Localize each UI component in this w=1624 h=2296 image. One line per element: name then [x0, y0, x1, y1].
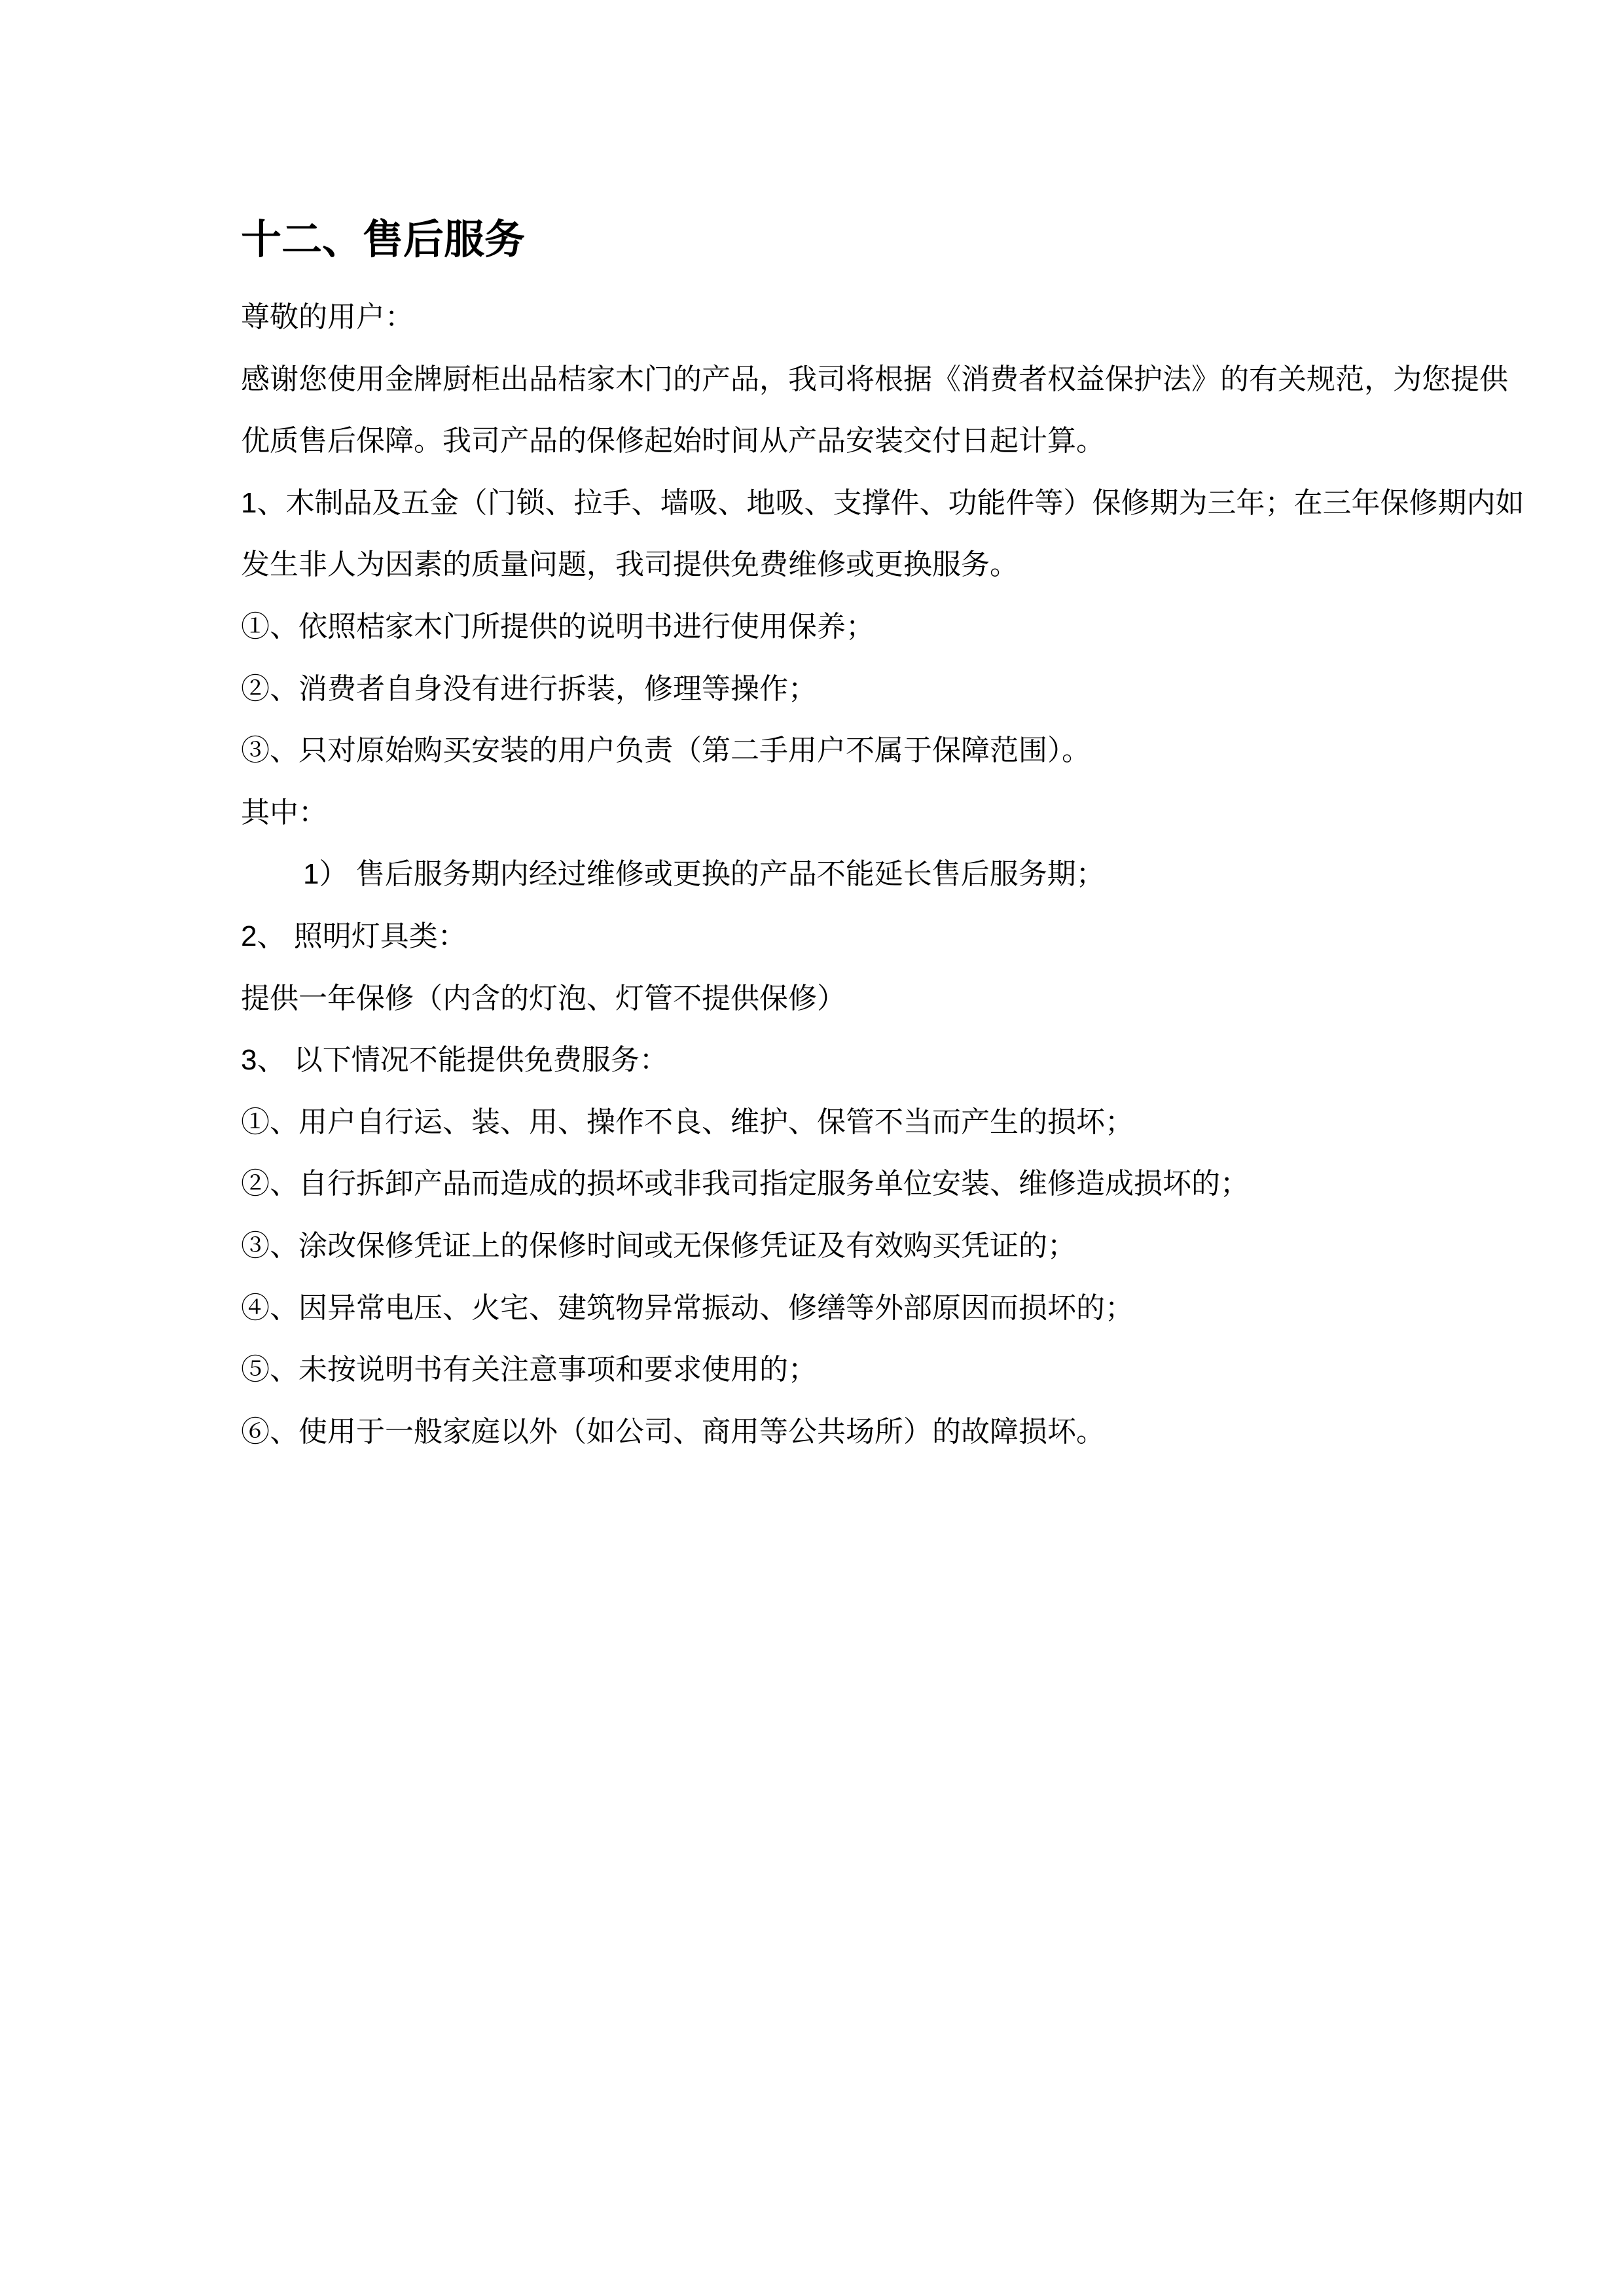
text-line: 1） 售后服务期内经过维修或更换的产品不能延长售后服务期；: [303, 858, 1105, 891]
text-line: 感谢您使用金牌厨柜出品桔家木门的产品，我司将根据《消费者权益保护法》的有关规范，为您提供: [241, 363, 1508, 395]
text-line: ⑤、未按说明书有关注意事项和要求使用的；: [241, 1354, 817, 1386]
text-line: ②、自行拆卸产品而造成的损坏或非我司指定服务单位安装、维修造成损坏的；: [241, 1168, 1249, 1200]
text-line: ②、消费者自身没有进行拆装，修理等操作；: [241, 672, 817, 705]
text-line: 其中：: [241, 796, 327, 829]
text-line: ⑥、使用于一般家庭以外（如公司、商用等公共场所）的故障损坏。: [241, 1415, 1105, 1448]
text-line: 提供一年保修（内含的灯泡、灯管不提供保修）: [241, 982, 846, 1014]
text-line: ①、用户自行运、装、用、操作不良、维护、保管不当而产生的损坏；: [241, 1105, 1134, 1138]
text-line: 优质售后保障。我司产品的保修起始时间从产品安装交付日起计算。: [241, 425, 1105, 457]
text-line: ③、只对原始购买安装的用户负责（第二手用户不属于保障范围）。: [241, 734, 1091, 767]
document-body: [241, 287, 1525, 1463]
text-line: ①、依照桔家木门所提供的说明书进行使用保养；: [241, 610, 875, 643]
text-line: 1、木制品及五金（门锁、拉手、墙吸、地吸、支撑件、功能件等）保修期为三年；在三年保修期内如: [241, 486, 1525, 519]
text-line: 尊敬的用户：: [241, 301, 414, 333]
text-line: ③、涂改保修凭证上的保修时间或无保修凭证及有效购买凭证的；: [241, 1229, 1076, 1262]
text-line: 3、 以下情况不能提供免费服务：: [241, 1044, 668, 1077]
text-line: 发生非人为因素的质量问题，我司提供免费维修或更换服务。: [241, 548, 1019, 581]
section-title: 十二、售后服务: [241, 217, 526, 262]
text-line: ④、因异常电压、火宅、建筑物异常振动、修缮等外部原因而损坏的；: [241, 1291, 1134, 1324]
text-line: 2、 照明灯具类：: [241, 920, 467, 952]
